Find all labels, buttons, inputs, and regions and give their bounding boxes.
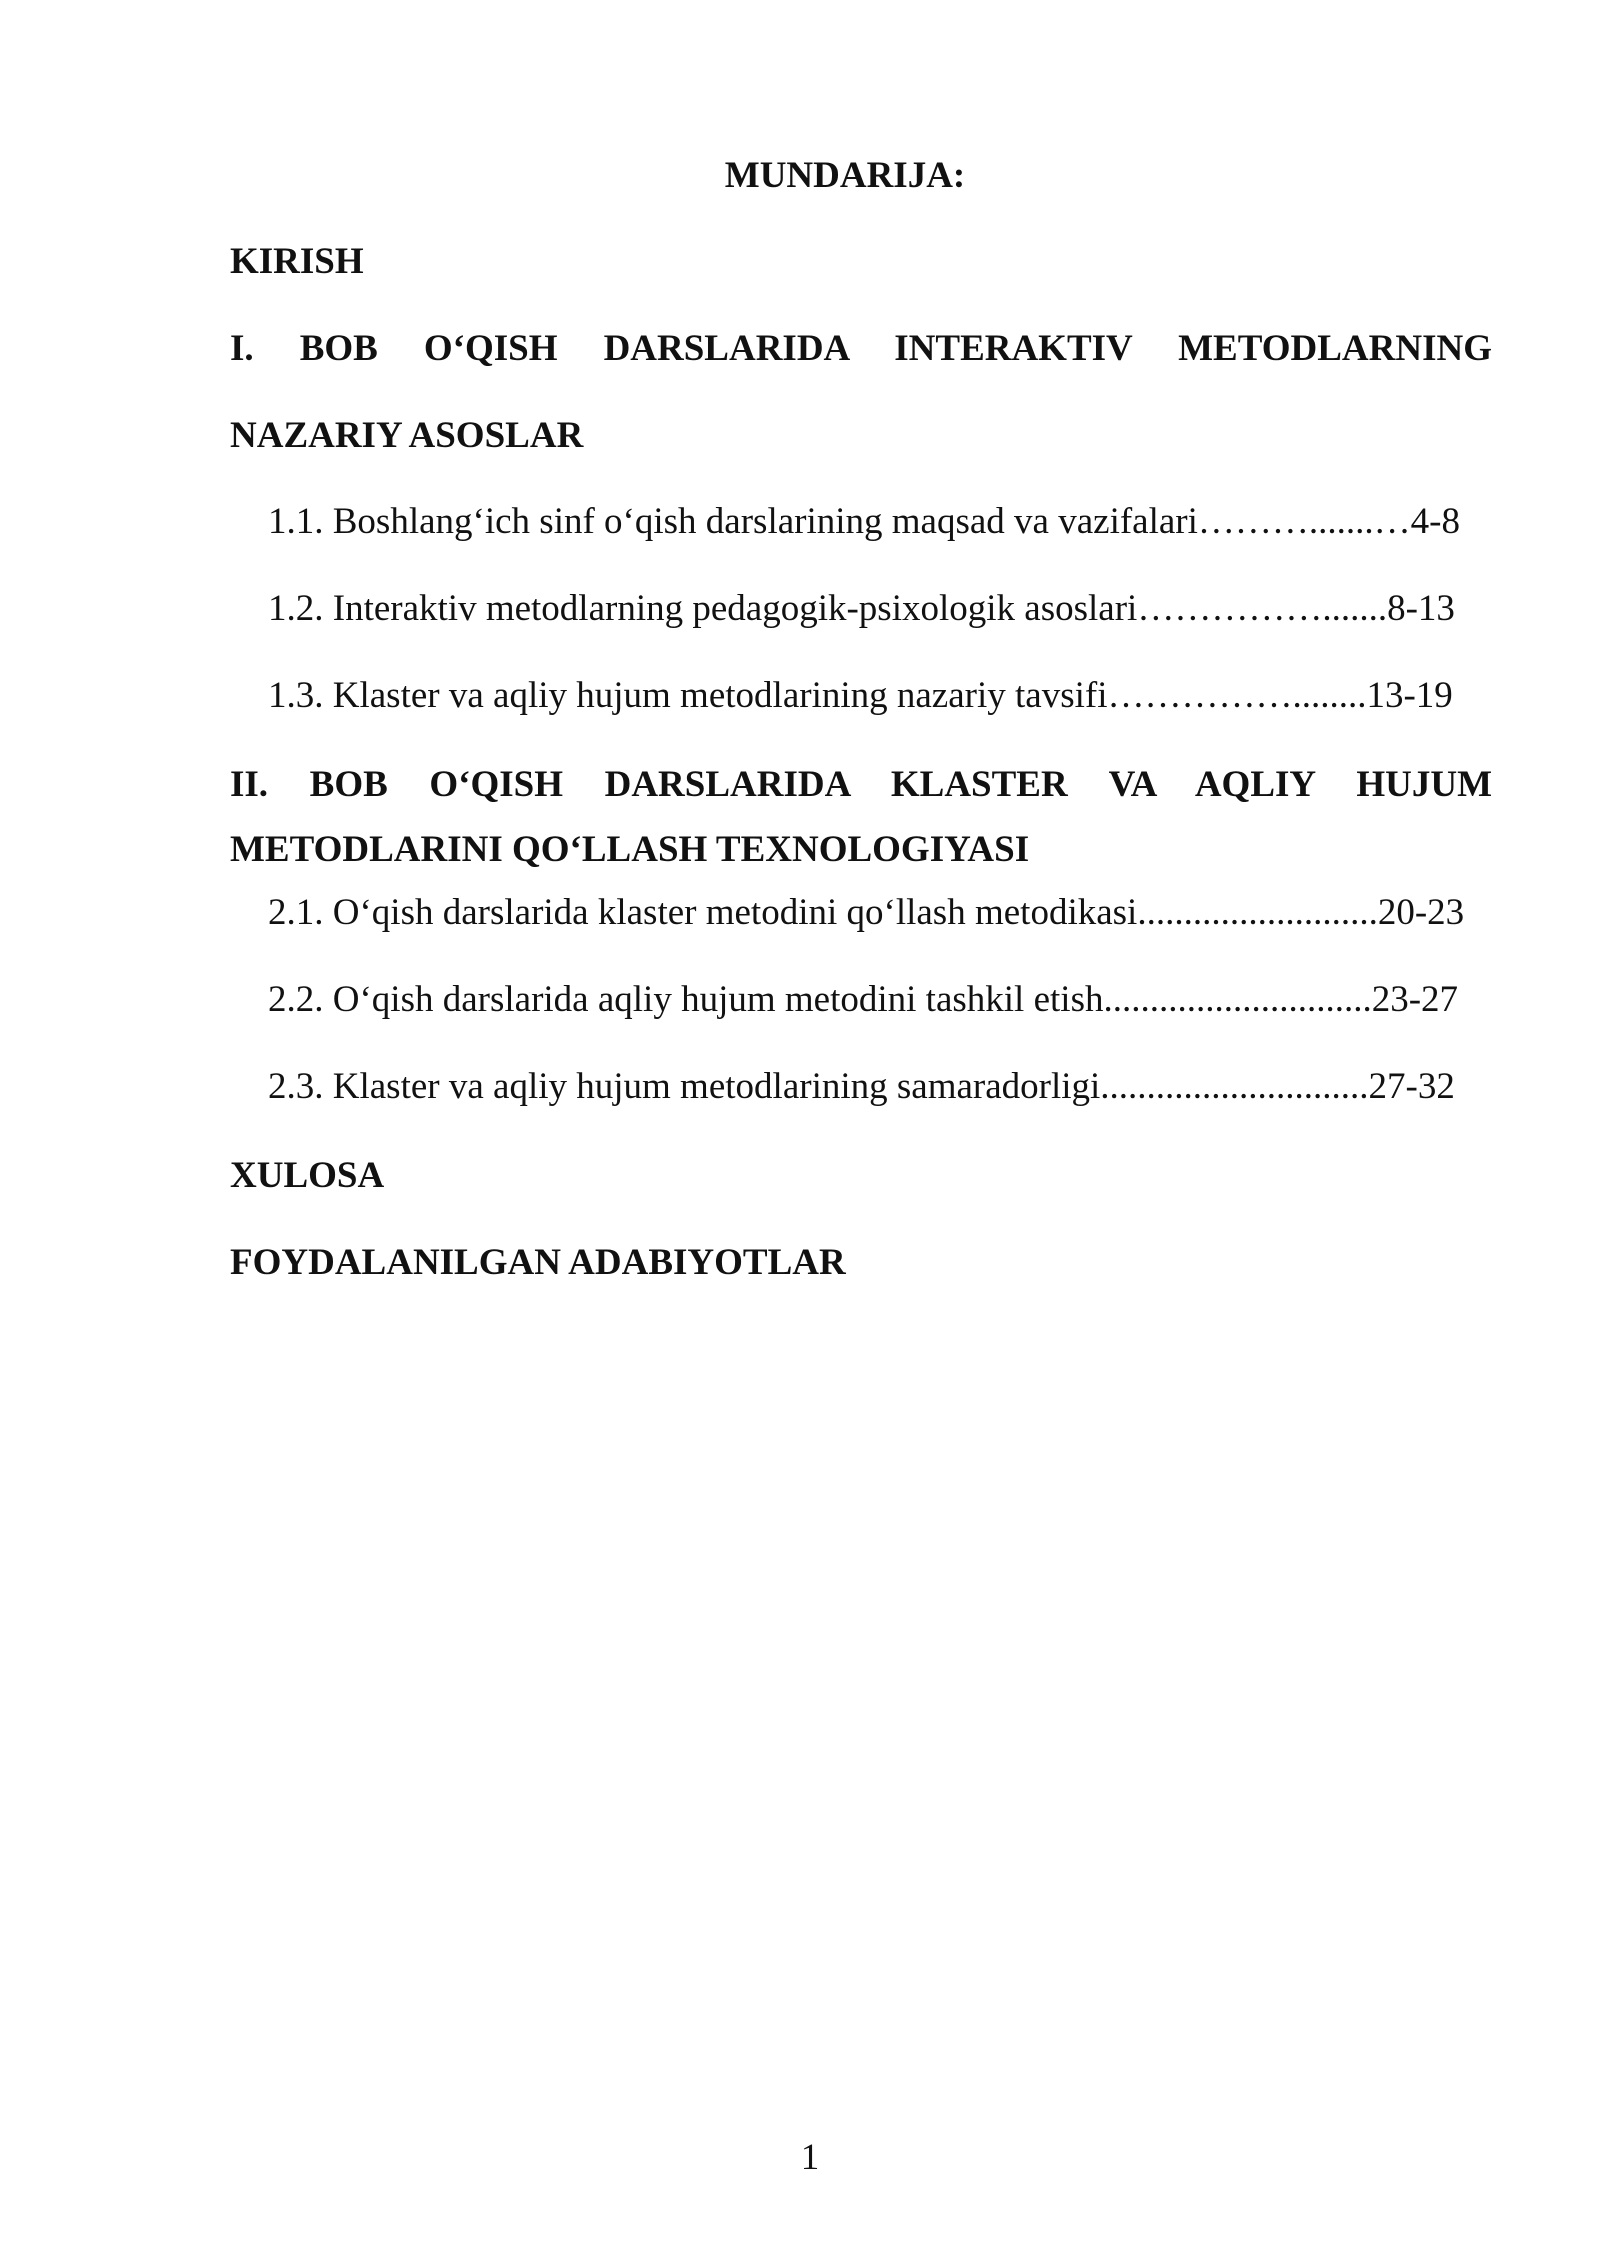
toc-chapter1-line1: I. BOB O‘QISH DARSLARIDA INTERAKTIV METODLARNING bbox=[230, 328, 1492, 369]
toc-entry-1-1: 1.1. Boshlang‘ich sinf o‘qish darslarining maqsad va vazifalari……….......…4-8 bbox=[268, 501, 1460, 542]
page-number: 1 bbox=[800, 2137, 820, 2178]
toc-chapter2-line1: II. BOB O‘QISH DARSLARIDA KLASTER VA AQLIY HUJUM bbox=[230, 764, 1492, 805]
toc-entry-1-2: 1.2. Interaktiv metodlarning pedagogik-psixologik asoslari…………….......8-13 bbox=[268, 588, 1455, 629]
toc-heading-xulosa: XULOSA bbox=[230, 1155, 385, 1196]
toc-entry-1-3: 1.3. Klaster va aqliy hujum metodlarining nazariy tavsifi……………........13-19 bbox=[268, 675, 1453, 716]
toc-entry-2-3: 2.3. Klaster va aqliy hujum metodlarining samaradorligi.............................27-32 bbox=[268, 1066, 1455, 1107]
toc-heading-kirish: KIRISH bbox=[230, 241, 364, 282]
toc-chapter2-line2: METODLARINI QO‘LLASH TEXNOLOGIYASI bbox=[230, 829, 1030, 870]
toc-entry-2-2: 2.2. O‘qish darslarida aqliy hujum metodini tashkil etish.............................23-27 bbox=[268, 979, 1459, 1020]
toc-heading-adabiyotlar: FOYDALANILGAN ADABIYOTLAR bbox=[230, 1242, 846, 1283]
toc-chapter1-line2: NAZARIY ASOSLAR bbox=[230, 415, 584, 456]
toc-entry-2-1: 2.1. O‘qish darslarida klaster metodini qo‘llash metodikasi..........................20-23 bbox=[268, 892, 1465, 933]
toc-title: MUNDARIJA: bbox=[724, 155, 966, 196]
